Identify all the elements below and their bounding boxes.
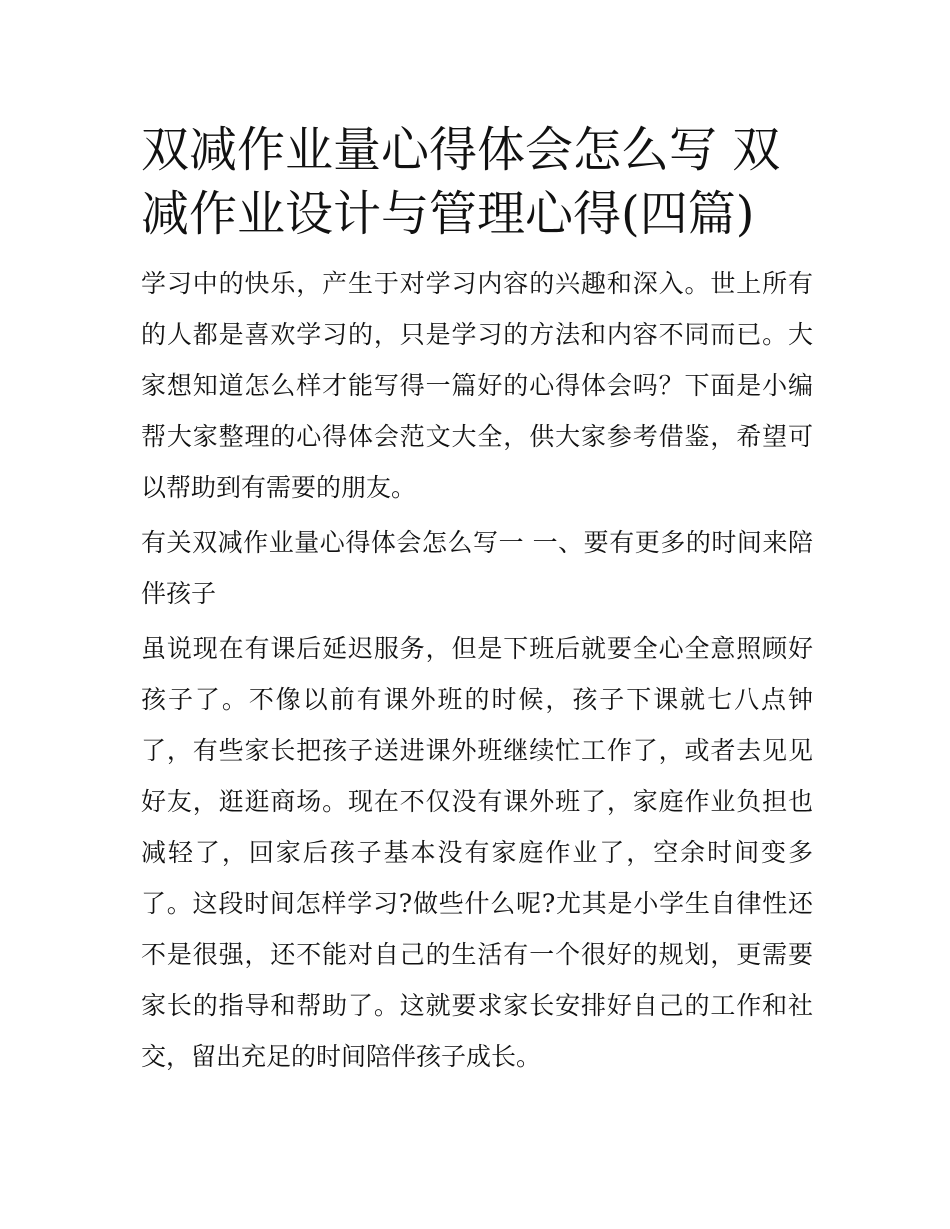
body-paragraph: 虽说现在有课后延迟服务，但是下班后就要全心全意照顾好孩子了。不像以前有课外班的时候，孩子下课就七八点钟了，有些家长把孩子送进课外班继续忙工作了，或者去见见好友，逛逛商场。现在不仅没有课外班了，家庭作业负担也减轻了，回家后孩子基本没有家庭作业了，空余时间变多了。这段时间怎样学习?做些什么呢?尤其是小学生自律性还不是很强，还不能对自己的生活有一个很好的规划，更需要家长的指导和帮助了。这就要求家长安排好自己的工作和社交，留出充足的时间陪伴孩子成长。 — [141, 634, 813, 1071]
document-title: 双减作业量心得体会怎么写 双减作业设计与管理心得(四篇) — [141, 122, 781, 242]
intro-paragraph: 学习中的快乐，产生于对学习内容的兴趣和深入。世上所有的人都是喜欢学习的，只是学习的方法和内容不同而已。大家想知道怎么样才能写得一篇好的心得体会吗？下面是小编帮大家整理的心得体会范文大全，供大家参考借鉴，希望可以帮助到有需要的朋友。 — [141, 269, 813, 502]
document-body — [141, 118, 813, 1082]
section-heading-paragraph: 有关双减作业量心得体会怎么写一 一、要有更多的时间来陪伴孩子 — [141, 528, 813, 608]
